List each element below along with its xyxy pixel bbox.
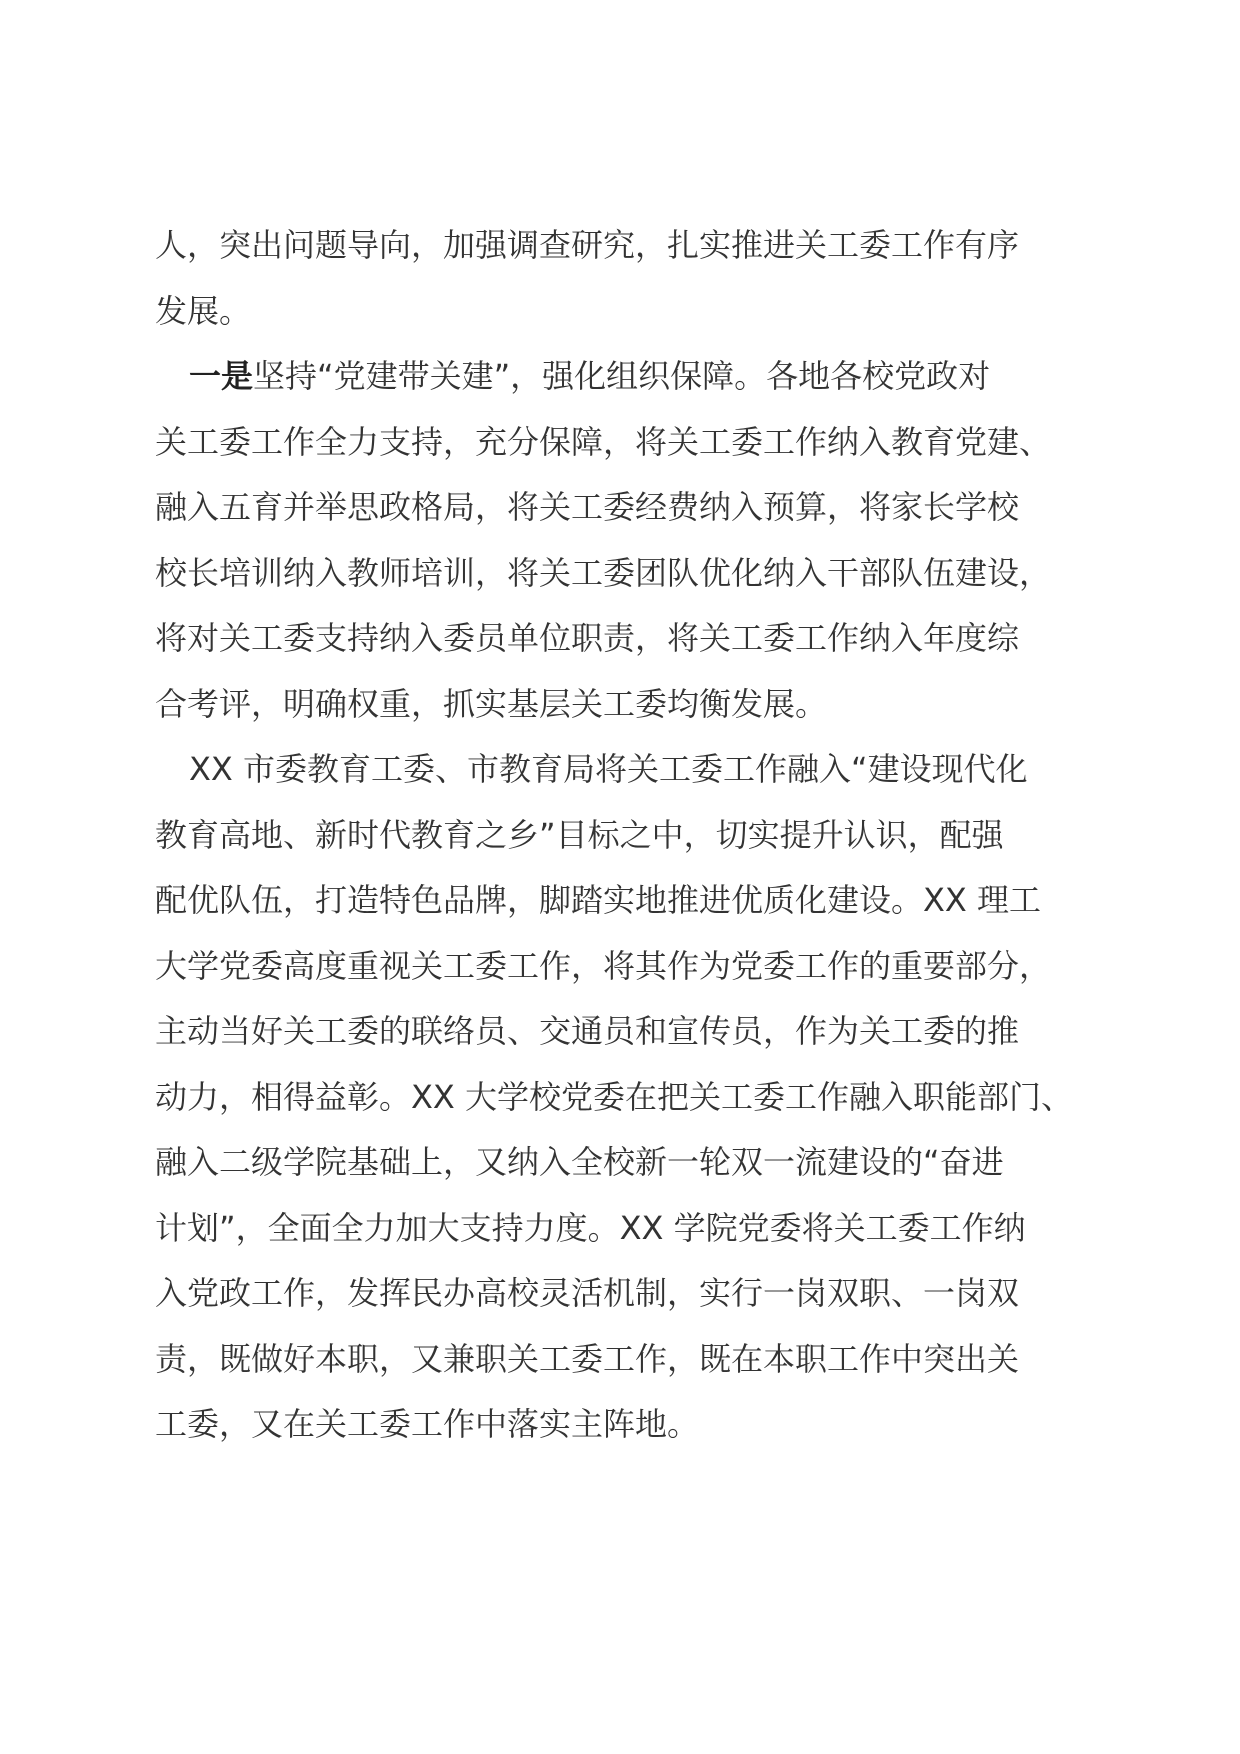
text-line: 动力，相得益彰。XX 大学校党委在把关工委工作融入职能部门、 <box>155 1077 1074 1116</box>
text-line: XX 市委教育工委、市教育局将关工委工作融入“建设现代化 <box>189 750 1028 788</box>
text-line: 融入五育并举思政格局，将关工委经费纳入预算，将家长学校 <box>155 488 1020 526</box>
text-line: 融入二级学院基础上，又纳入全校新一轮双一流建设的“奋进 <box>155 1143 1004 1181</box>
document-body <box>155 213 1095 1458</box>
text-line: 人，突出问题导向，加强调查研究，扎实推进关工委工作有序 <box>155 226 1020 264</box>
text-line: 大学党委高度重视关工委工作，将其作为党委工作的重要部分， <box>155 946 1052 985</box>
lead-bold-text: 一是 <box>189 357 254 395</box>
text-line: 将对关工委支持纳入委员单位职责，将关工委工作纳入年度综 <box>155 619 1020 657</box>
paragraph-1 <box>155 213 1095 344</box>
text-line: 关工委工作全力支持，充分保障，将关工委工作纳入教育党建、 <box>155 422 1052 461</box>
paragraph-3 <box>155 737 1095 1458</box>
text-line <box>155 344 1095 410</box>
text-line: 工委，又在关工委工作中落实主阵地。 <box>155 1405 700 1443</box>
text-line: 发展。 <box>155 291 252 330</box>
text-line-rest: 坚持“党建带关建”，强化组织保障。各地各校党政对 <box>253 357 991 395</box>
text-line: 责，既做好本职，又兼职关工委工作，既在本职工作中突出关 <box>155 1339 1020 1378</box>
text-line: 教育高地、新时代教育之乡”目标之中，切实提升认识，配强 <box>155 815 1004 854</box>
text-line: 主动当好关工委的联络员、交通员和宣传员，作为关工委的推 <box>155 1012 1020 1050</box>
text-line: 合考评，明确权重，抓实基层关工委均衡发展。 <box>155 684 828 723</box>
paragraph-2 <box>155 344 1095 737</box>
text-line: 配优队伍，打造特色品牌，脚踏实地推进优质化建设。XX 理工 <box>155 881 1042 919</box>
text-line: 校长培训纳入教师培训，将关工委团队优化纳入干部队伍建设， <box>155 553 1052 592</box>
text-line: 计划”，全面全力加大支持力度。XX 学院党委将关工委工作纳 <box>155 1208 1026 1247</box>
text-line: 入党政工作，发挥民办高校灵活机制，实行一岗双职、一岗双 <box>155 1274 1020 1312</box>
